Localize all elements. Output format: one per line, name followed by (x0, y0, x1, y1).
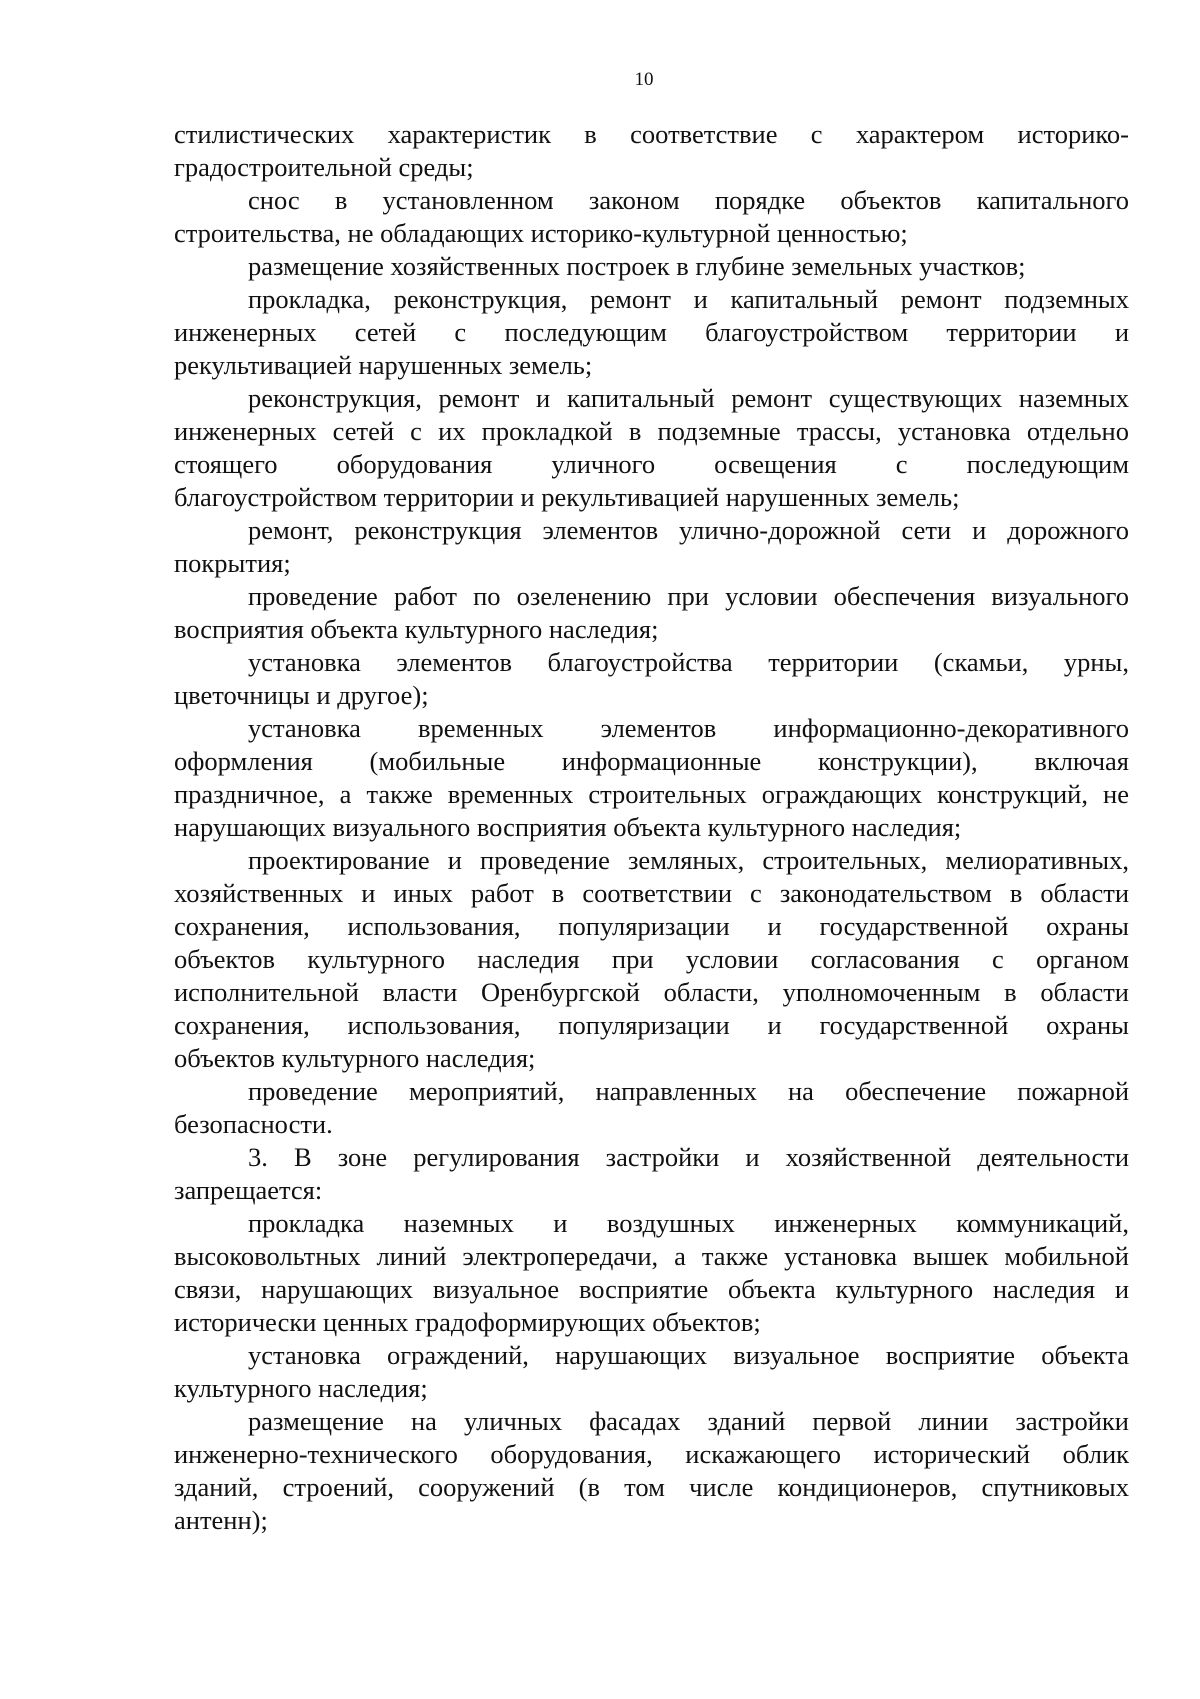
text-line: высоковольтных линий электропередачи, а также установка вышек мобильной (174, 1241, 1129, 1271)
text-line: хозяйственных и иных работ в соответствии с законодательством в области (174, 878, 1129, 908)
paragraph-first-line: проведение мероприятий, направленных на обеспечение пожарной (248, 1076, 1129, 1106)
text-line: градостроительной среды; (174, 152, 474, 182)
text-line: оформления (мобильные информационные конструкции), включая (174, 746, 1129, 776)
text-line: покрытия; (174, 548, 291, 578)
paragraph-first-line: ремонт, реконструкция элементов улично-дорожной сети и дорожного (248, 515, 1129, 545)
text-line: восприятия объекта культурного наследия; (174, 614, 659, 644)
text-line: сохранения, использования, популяризации и государственной охраны (174, 911, 1129, 941)
paragraph-first-line: установка элементов благоустройства территории (скамьи, урны, (248, 647, 1129, 677)
paragraph-first-line: проведение работ по озеленению при условии обеспечения визуального (248, 581, 1129, 611)
page-number: 10 (634, 69, 654, 90)
text-line: инженерных сетей с их прокладкой в подземные трассы, установка отдельно (174, 416, 1129, 446)
paragraph-first-line: снос в установленном законом порядке объектов капитального (248, 185, 1129, 215)
text-line: объектов культурного наследия; (174, 1043, 536, 1073)
text-line: исполнительной власти Оренбургской области, уполномоченным в области (174, 977, 1129, 1007)
text-line: объектов культурного наследия при условии согласования с органом (174, 944, 1129, 974)
text-line: стилистических характеристик в соответствие с характером историко- (174, 119, 1129, 149)
text-line: нарушающих визуального восприятия объекта культурного наследия; (174, 812, 962, 842)
text-line: инженерно-технического оборудования, искажающего исторический облик (174, 1439, 1129, 1469)
text-line: культурного наследия; (174, 1373, 428, 1403)
paragraph-first-line: 3. В зоне регулирования застройки и хозяйственной деятельности (248, 1142, 1129, 1172)
paragraph-first-line: установка ограждений, нарушающих визуальное восприятие объекта (248, 1340, 1129, 1370)
paragraph-first-line: реконструкция, ремонт и капитальный ремонт существующих наземных (248, 383, 1129, 413)
text-line: инженерных сетей с последующим благоустройством территории и (174, 317, 1129, 347)
text-line: безопасности. (174, 1109, 333, 1139)
text-line: стоящего оборудования уличного освещения с последующим (174, 449, 1129, 479)
paragraph-first-line: установка временных элементов информационно-декоративного (248, 713, 1129, 743)
body-text (174, 118, 1129, 1537)
paragraph-first-line: прокладка, реконструкция, ремонт и капитальный ремонт подземных (248, 284, 1129, 314)
paragraph-first-line: прокладка наземных и воздушных инженерных коммуникаций, (248, 1208, 1129, 1238)
text-line: цветочницы и другое); (174, 680, 429, 710)
text-line: зданий, строений, сооружений (в том числе кондиционеров, спутниковых (174, 1472, 1129, 1502)
paragraph-first-line: проектирование и проведение земляных, строительных, мелиоративных, (248, 845, 1129, 875)
text-line: сохранения, использования, популяризации и государственной охраны (174, 1010, 1129, 1040)
paragraph-first-line: размещение на уличных фасадах зданий первой линии застройки (248, 1406, 1129, 1436)
text-line: строительства, не обладающих историко-культурной ценностью; (174, 218, 908, 248)
text-line: антенн); (174, 1505, 268, 1535)
text-line: исторически ценных градоформирующих объектов; (174, 1307, 761, 1337)
text-line: запрещается: (174, 1175, 323, 1205)
paragraph-first-line: размещение хозяйственных построек в глубине земельных участков; (248, 251, 1026, 281)
text-line: благоустройством территории и рекультивацией нарушенных земель; (174, 482, 960, 512)
text-line: праздничное, а также временных строительных ограждающих конструкций, не (174, 779, 1129, 809)
text-line: связи, нарушающих визуальное восприятие объекта культурного наследия и (174, 1274, 1129, 1304)
text-line: рекультивацией нарушенных земель; (174, 350, 593, 380)
